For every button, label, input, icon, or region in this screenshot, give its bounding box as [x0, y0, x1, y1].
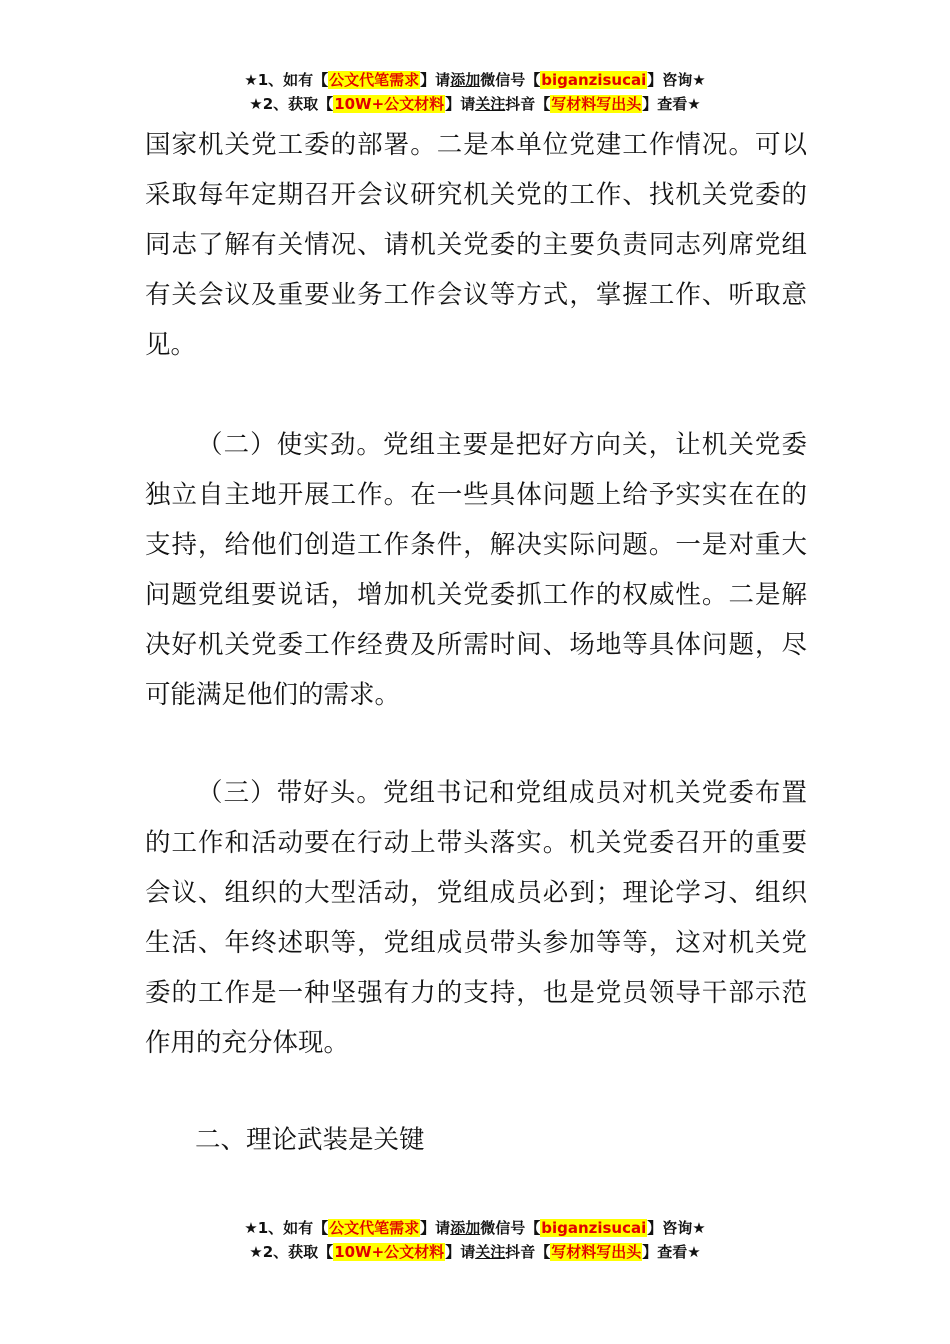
- highlight-service: 公文代笔需求: [329, 71, 420, 89]
- highlight-douyin-account: 写材料写出头: [551, 95, 642, 113]
- banner-line-1: ★1、如有【公文代笔需求】请添加微信号【biganzisucai】咨询★: [244, 1219, 706, 1237]
- footer-banner: [0, 1216, 950, 1264]
- section-heading: 二、理论武装是关键: [195, 1125, 425, 1155]
- banner-line-2: ★2、获取【10W+公文材料】请关注抖音【写材料写出头】查看★: [249, 1243, 701, 1261]
- highlight-douyin-account: 写材料写出头: [551, 1243, 642, 1261]
- highlight-service: 公文代笔需求: [329, 1219, 420, 1237]
- paragraph-section-2: （二）使实劲。党组主要是把好方向关，让机关党委独立自主地开展工作。在一些具体问题上给予实实在在的支持，给他们创造工作条件，解决实际问题。一是对重大问题党组要说话，增加机关党委抓工作的权威性。二是解决好机关党委工作经费及所需时间、场地等具体问题，尽可能满足他们的需求。: [145, 430, 807, 710]
- paragraph-section-3: （三）带好头。党组书记和党组成员对机关党委布置的工作和活动要在行动上带头落实。机关党委召开的重要会议、组织的大型活动，党组成员必到；理论学习、组织生活、年终述职等，党组成员带头参加等等，这对机关党委的工作是一种坚强有力的支持，也是党员领导干部示范作用的充分体现。: [145, 778, 807, 1058]
- banner-line-2: ★2、获取【10W+公文材料】请关注抖音【写材料写出头】查看★: [249, 95, 701, 113]
- paragraph-continuation: 国家机关党工委的部署。二是本单位党建工作情况。可以采取每年定期召开会议研究机关党的工作、找机关党委的同志了解有关情况、请机关党委的主要负责同志列席党组有关会议及重要业务工作会议等方式，掌握工作、听取意见。: [145, 130, 807, 360]
- header-banner: [0, 68, 950, 116]
- highlight-materials: 10W+公文材料: [334, 95, 445, 113]
- highlight-wechat-id: biganzisucai: [541, 1219, 647, 1237]
- banner-line-1: ★1、如有【公文代笔需求】请添加微信号【biganzisucai】咨询★: [244, 71, 706, 89]
- highlight-wechat-id: biganzisucai: [541, 71, 647, 89]
- highlight-materials: 10W+公文材料: [334, 1243, 445, 1261]
